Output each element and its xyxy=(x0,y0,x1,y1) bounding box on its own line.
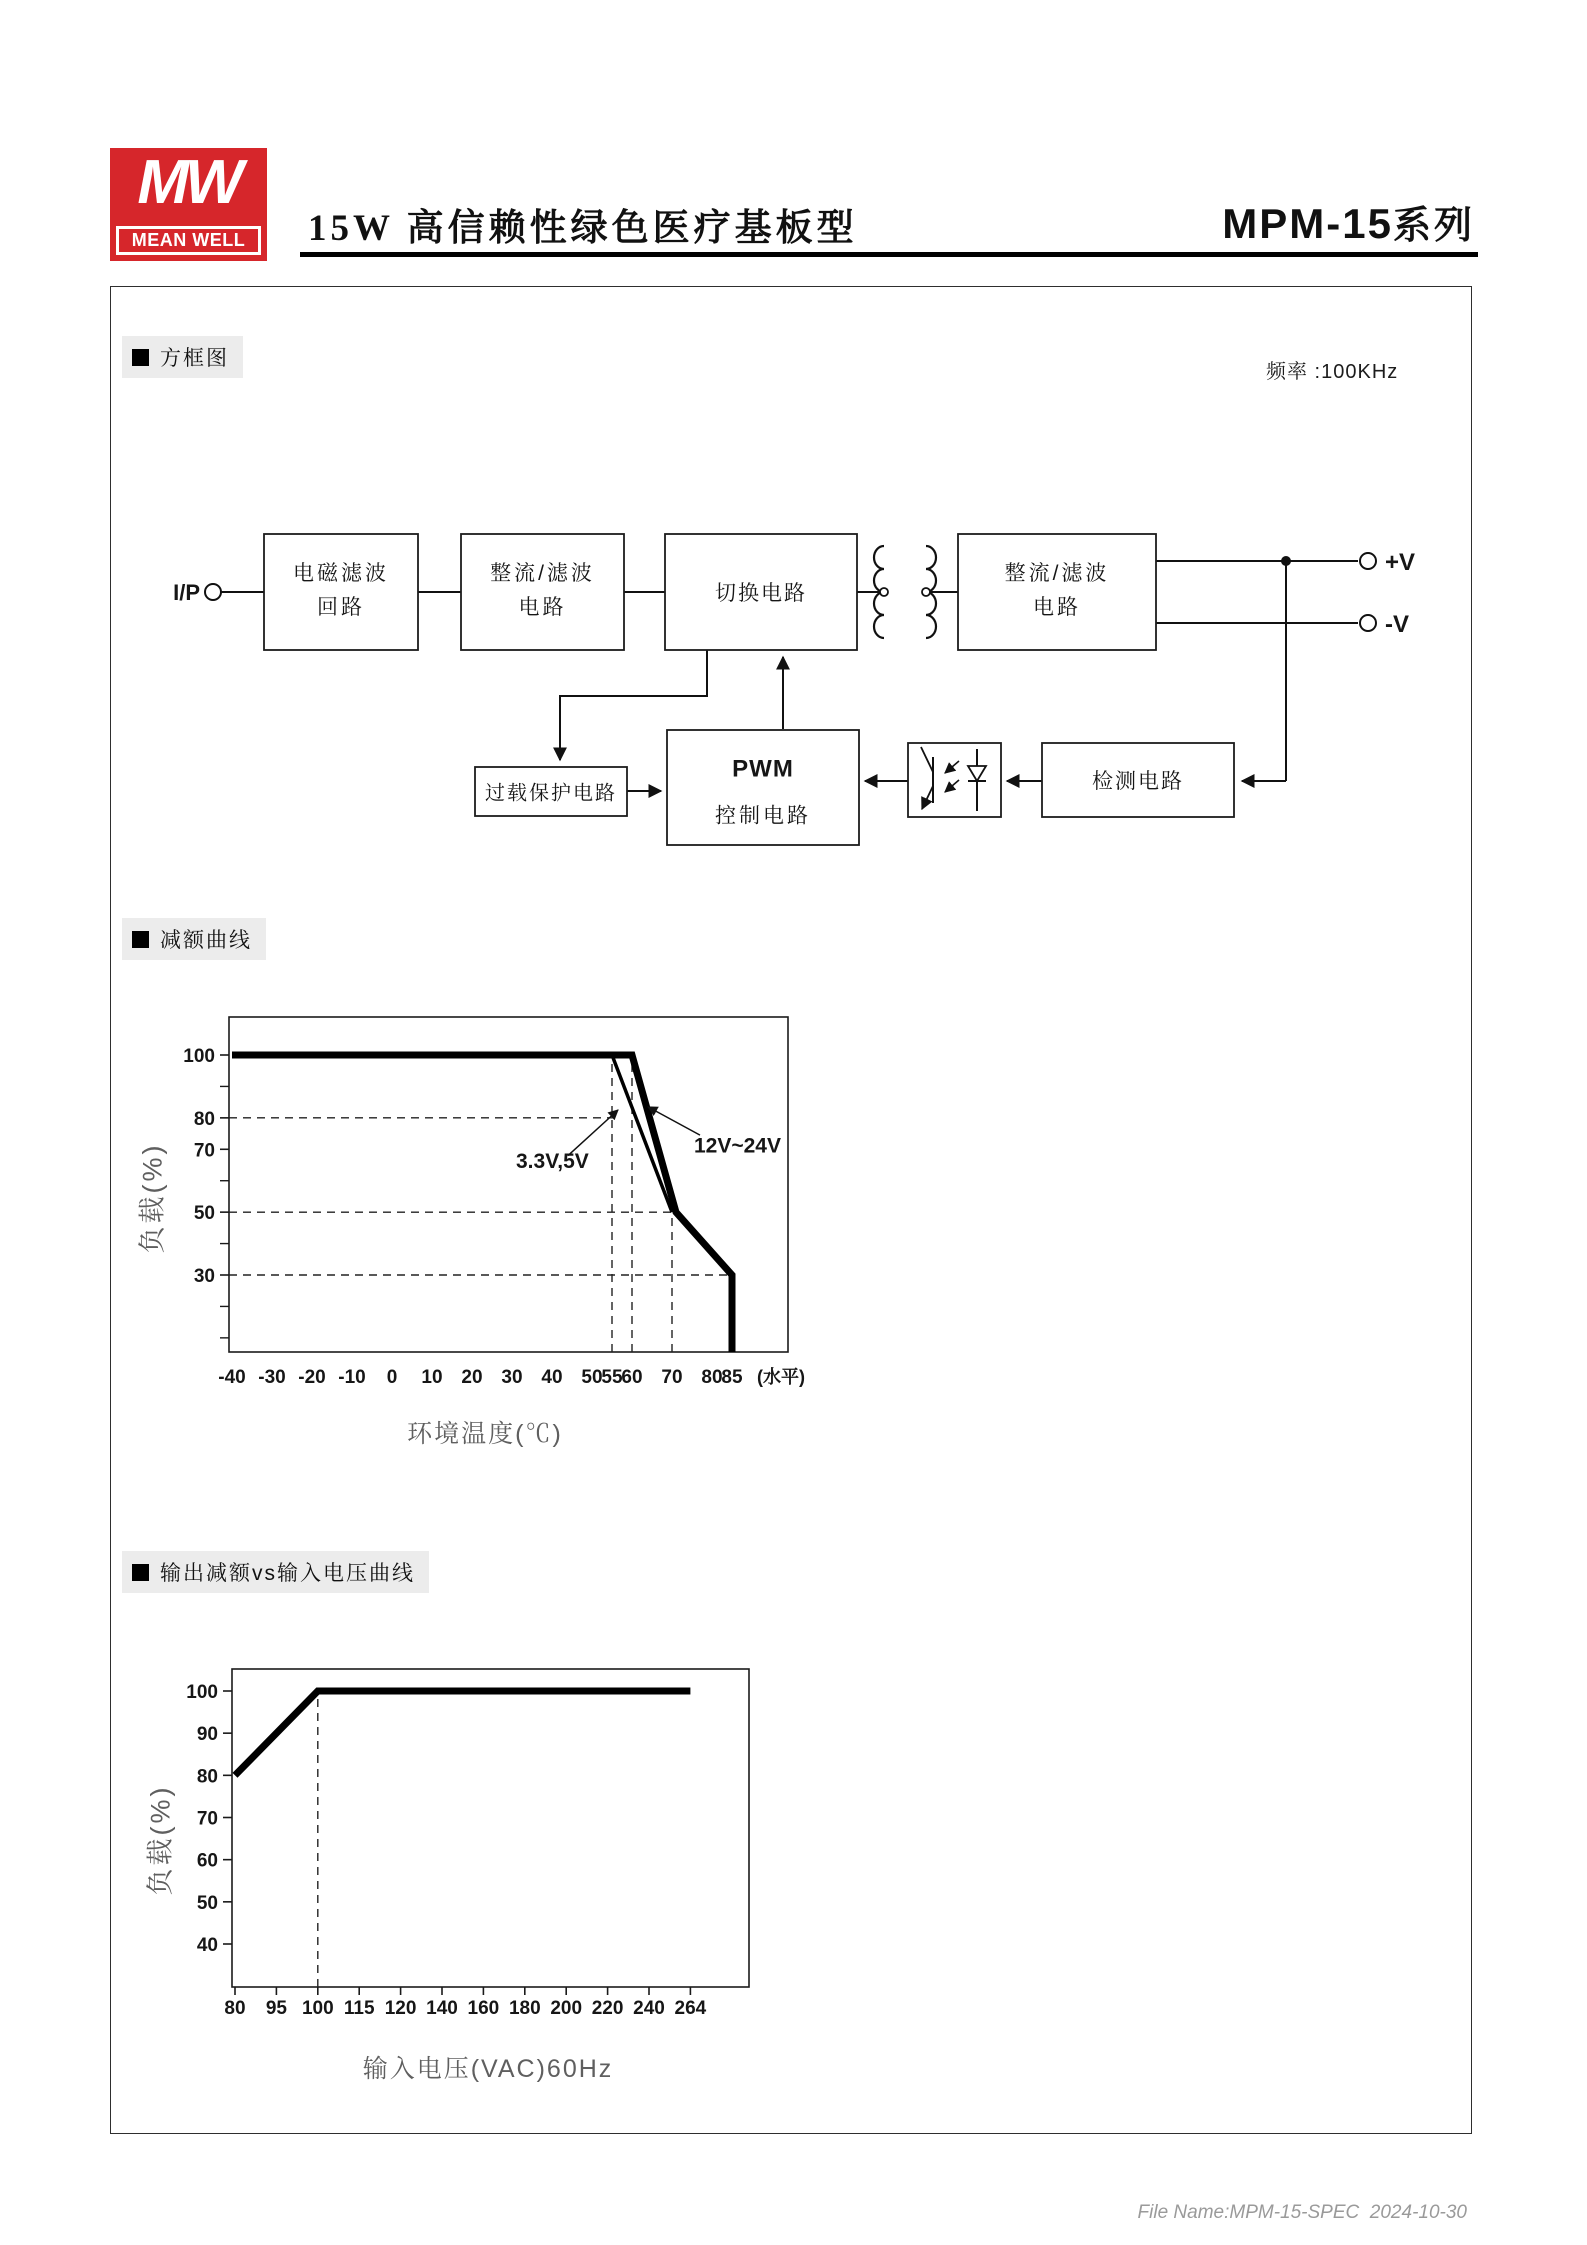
block-label: 控制电路 xyxy=(715,804,811,828)
series-model: MPM-15 xyxy=(1222,200,1393,247)
x-tick-label: 115 xyxy=(343,1998,375,2019)
section-square-icon xyxy=(132,349,149,366)
logo-brand-name: MEAN WELL xyxy=(116,226,261,255)
x-tick-label: 60 xyxy=(621,1367,643,1388)
y-tick-label: 70 xyxy=(193,1140,215,1162)
coil-tap xyxy=(880,588,888,596)
logo-mw-mark: MW xyxy=(137,148,240,217)
block-label: 检测电路 xyxy=(1092,770,1184,793)
output-neg-terminal xyxy=(1360,615,1376,631)
series-12V-24V xyxy=(232,1055,732,1352)
block-label: 电路 xyxy=(518,596,567,619)
block-label: 电磁滤波 xyxy=(293,562,389,585)
x-tick-label: 120 xyxy=(384,1998,417,2019)
x-tick-label: 95 xyxy=(265,1998,287,2019)
x-tick-label: 80 xyxy=(224,1998,246,2019)
series-load xyxy=(235,1691,690,1775)
frequency-note: 频率 :100KHz xyxy=(1266,361,1399,383)
y-tick-label: 80 xyxy=(196,1766,218,1788)
section-header-output-derating xyxy=(122,1551,429,1593)
chart1-y-axis-title: 负载(%) xyxy=(137,1142,168,1254)
chart2-x-axis-title: 输入电压(VAC)60Hz xyxy=(362,2055,614,2083)
x-tick-label: 180 xyxy=(508,1998,541,2019)
chart1-x-axis-title: 环境温度(℃) xyxy=(407,1420,563,1448)
x-tick-label: 140 xyxy=(426,1998,458,2019)
y-tick-label: 100 xyxy=(183,1046,215,1067)
y-tick-label: 50 xyxy=(196,1892,218,1914)
block-label: 电路 xyxy=(1033,596,1081,619)
annotation-label: 3.3V,5V xyxy=(516,1150,589,1174)
x-tick-label: 100 xyxy=(301,1998,334,2019)
annotation-arrow xyxy=(568,1110,618,1156)
block-label: 回路 xyxy=(317,596,365,619)
block-label: 整流/滤波 xyxy=(490,562,595,585)
page-title: 15W 高信赖性绿色医疗基板型 xyxy=(308,208,858,249)
section-label: 减额曲线 xyxy=(160,929,252,952)
x-tick-label: 160 xyxy=(467,1998,500,2019)
x-tick-label: 50 xyxy=(581,1367,603,1388)
block-label: 整流/滤波 xyxy=(1004,562,1110,585)
annotation-label: 12V~24V xyxy=(694,1134,781,1158)
coil-tap xyxy=(922,588,930,596)
block-label: PWM xyxy=(732,755,794,783)
block-label: 切换电路 xyxy=(715,582,807,605)
block-rectifier-input xyxy=(461,534,624,650)
footer-file-name: File Name:MPM-15-SPEC 2024-10-30 xyxy=(1137,2202,1467,2223)
block-pwm xyxy=(667,730,859,845)
chart-frame xyxy=(232,1669,749,1987)
junction-dot xyxy=(1281,556,1291,566)
block-label: 过载保护电路 xyxy=(485,782,617,805)
x-tick-label: -20 xyxy=(298,1367,326,1388)
output-neg-label: -V xyxy=(1385,611,1409,638)
section-square-icon xyxy=(132,1564,149,1581)
x-tick-label: 80 xyxy=(701,1367,723,1388)
input-terminal xyxy=(205,584,221,600)
x-tick-label: 0 xyxy=(386,1367,398,1388)
x-tick-label: 10 xyxy=(421,1367,443,1388)
y-tick-label: 90 xyxy=(196,1724,218,1746)
input-terminal-label: I/P xyxy=(173,580,200,605)
x-tick-label: 40 xyxy=(541,1367,563,1388)
block-optocoupler xyxy=(908,743,1001,817)
x-tick-label: 264 xyxy=(674,1998,707,2019)
y-tick-label: 30 xyxy=(193,1266,215,1287)
y-tick-label: 80 xyxy=(193,1108,215,1130)
x-tick-label: 240 xyxy=(633,1998,665,2019)
y-tick-label: 100 xyxy=(186,1682,218,1703)
output-pos-terminal xyxy=(1360,553,1376,569)
y-tick-label: 50 xyxy=(193,1203,215,1225)
x-tick-label: 30 xyxy=(501,1367,523,1388)
block-rectifier-output xyxy=(958,534,1156,650)
block-emi xyxy=(264,534,418,650)
section-label: 输出减额vs输入电压曲线 xyxy=(160,1562,415,1585)
x-tick-label: 20 xyxy=(461,1367,483,1388)
x-tick-label: -30 xyxy=(258,1367,286,1388)
section-label: 方框图 xyxy=(160,347,229,370)
x-tick-label: 85 xyxy=(721,1367,743,1388)
chart2-y-axis-title: 负载(%) xyxy=(145,1784,176,1896)
x-tick-label: 200 xyxy=(550,1998,583,2019)
x-tick-label: 70 xyxy=(661,1367,683,1388)
y-tick-label: 40 xyxy=(196,1935,218,1956)
series-suffix: 系列 xyxy=(1392,205,1475,247)
x-tick-label: 55 xyxy=(601,1367,623,1388)
section-header-block-diagram xyxy=(122,336,243,378)
x-tick-label: -40 xyxy=(218,1367,246,1388)
y-tick-label: 70 xyxy=(196,1808,218,1830)
chart-2 xyxy=(186,1669,749,2019)
section-square-icon xyxy=(132,931,149,948)
chart-frame xyxy=(229,1017,788,1352)
output-pos-label: +V xyxy=(1385,549,1416,576)
x-tick-label: -10 xyxy=(338,1367,366,1388)
chart-1 xyxy=(183,1017,805,1388)
section-header-derating-curve xyxy=(122,918,266,960)
y-tick-label: 60 xyxy=(196,1850,218,1872)
x-unit-label: (水平) xyxy=(757,1367,805,1387)
x-tick-label: 220 xyxy=(591,1998,624,2019)
